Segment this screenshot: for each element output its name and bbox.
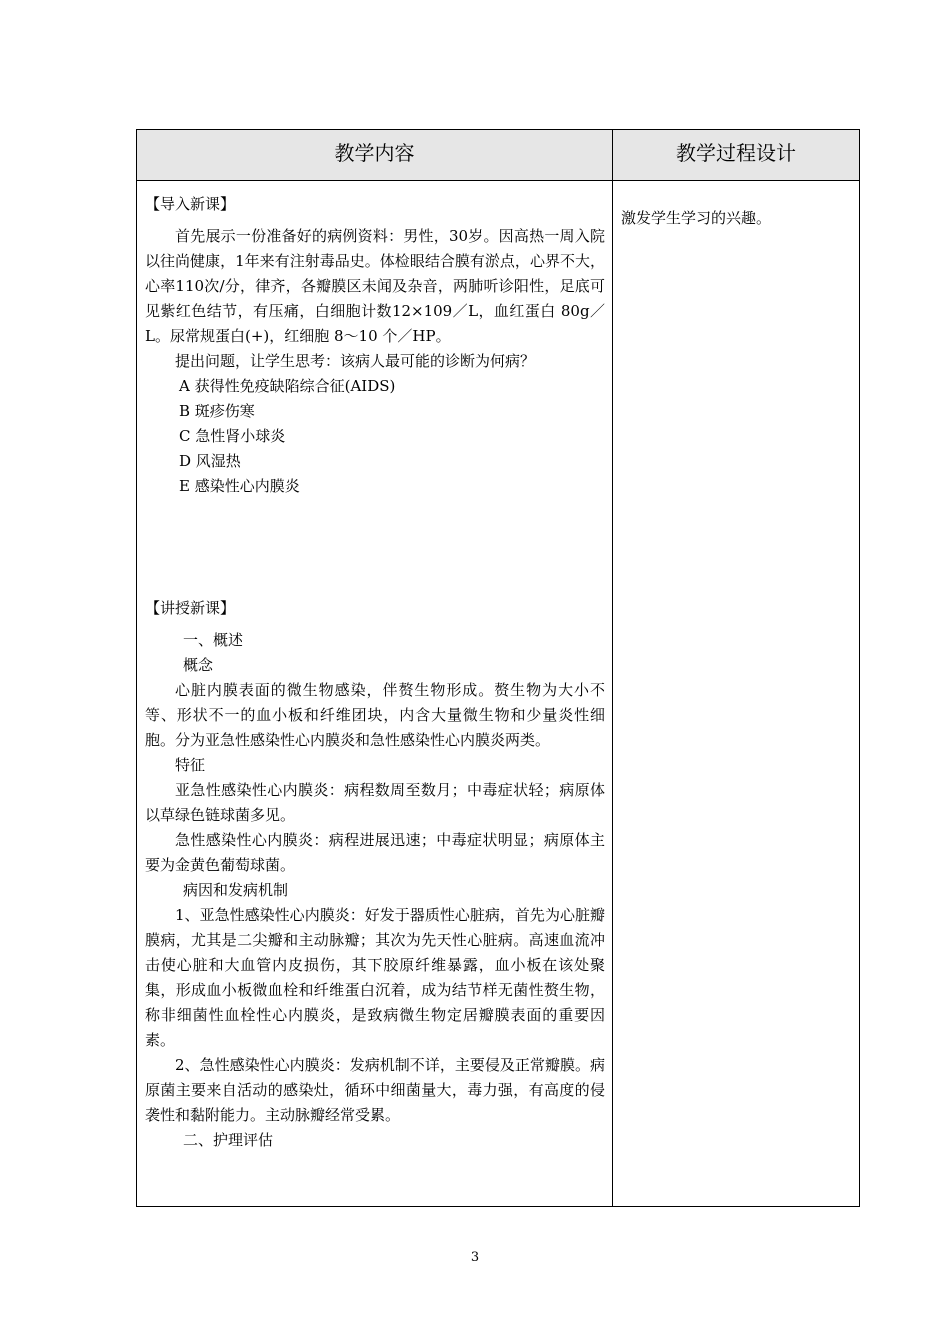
option-c: C 急性肾小球炎	[179, 427, 286, 445]
case-description: 首先展示一份准备好的病例资料：男性，30岁。因高热一周入院以往尚健康，1年来有注射毒品史。体检眼结合膜有淤点，心界不大，心率110次/分，律齐，各瓣膜区未闻及杂音，两肺听诊阳性，足底可见紫红色结节，有压痛，白细胞计数12×109／L，血红蛋白 80g／L。尿常规蛋白(+)，红细胞 8～10 个／HP。	[145, 227, 605, 345]
feature-subacute: 亚急性感染性心内膜炎：病程数周至数月；中毒症状轻；病原体以草绿色链球菌多见。	[145, 781, 605, 824]
option-e: E 感染性心内膜炎	[179, 477, 300, 495]
etiology-heading: 病因和发病机制	[183, 881, 289, 899]
concept-text: 心脏内膜表面的微生物感染，伴赘生物形成。赘生物为大小不等、形状不一的血小板和纤维团块，内含大量微生物和少量炎性细胞。分为亚急性感染性心内膜炎和急性感染性心内膜炎两类。	[145, 681, 605, 749]
question-text: 提出问题，让学生思考：该病人最可能的诊断为何病？	[175, 352, 536, 370]
page-number: 3	[470, 1250, 480, 1265]
teaching-content-cell	[145, 192, 605, 1153]
etiology-acute: 2、急性感染性心内膜炎：发病机制不详，主要侵及正常瓣膜。病原菌主要来自活动的感染灶，循环中细菌量大，毒力强，有高度的侵袭性和黏附能力。主动脉瓣经常受累。	[145, 1056, 605, 1124]
intro-title: 【导入新课】	[145, 195, 236, 213]
etiology-subacute: 1、亚急性感染性心内膜炎：好发于器质性心脏病，首先为心脏瓣膜病，尤其是二尖瓣和主动脉瓣；其次为先天性心脏病。高速血流冲击使心脏和大血管内皮损伤，其下胶原纤维暴露，血小板在该处聚集，形成血小板微血栓和纤维蛋白沉着，成为结节样无菌性赘生物，称非细菌性血栓性心内膜炎，是致病微生物定居瓣膜表面的重要因素。	[145, 906, 605, 1049]
header-process-design: 教学过程设计	[676, 141, 796, 165]
column-divider	[612, 130, 613, 1206]
feature-heading: 特征	[175, 756, 206, 774]
lecture-title: 【讲授新课】	[145, 599, 236, 617]
lesson-table	[136, 129, 860, 1207]
concept-heading: 概念	[183, 656, 214, 674]
option-b: B 斑疹伤寒	[179, 402, 255, 420]
overview-heading: 一、概述	[183, 631, 244, 649]
process-design-cell	[621, 206, 851, 231]
nursing-heading: 二、护理评估	[183, 1131, 274, 1149]
header-teaching-content: 教学内容	[334, 141, 415, 165]
process-note: 激发学生学习的兴趣。	[621, 209, 772, 227]
feature-acute: 急性感染性心内膜炎：病程进展迅速；中毒症状明显；病原体主要为金黄色葡萄球菌。	[145, 831, 605, 874]
option-a: A 获得性免疫缺陷综合征(AIDS)	[179, 377, 396, 395]
spacer	[145, 499, 605, 596]
table-header-row	[137, 130, 859, 181]
option-d: D 风湿热	[179, 452, 241, 470]
